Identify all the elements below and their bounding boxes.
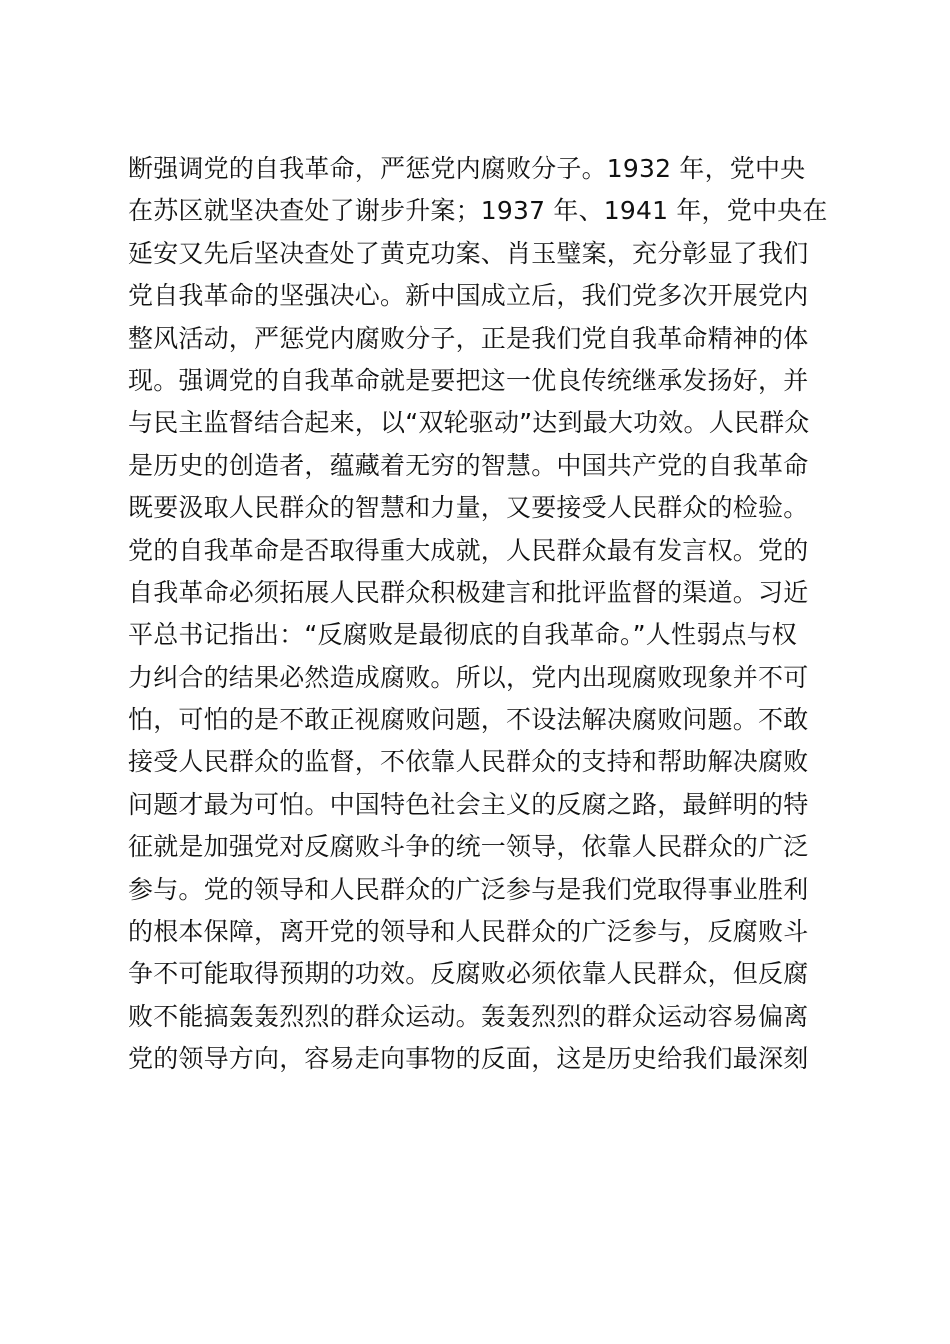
text-line: 党自我革命的坚强决心。新中国成立后，我们党多次开展党内	[128, 281, 809, 311]
body-paragraph	[128, 148, 848, 1081]
text-line: 既要汲取人民群众的智慧和力量，又要接受人民群众的检验。	[128, 493, 809, 523]
text-line: 平总书记指出：“反腐败是最彻底的自我革命。”人性弱点与权	[128, 620, 798, 650]
text-line: 的根本保障，离开党的领导和人民群众的广泛参与，反腐败斗	[128, 917, 809, 947]
text-line: 党的领导方向，容易走向事物的反面，这是历史给我们最深刻	[128, 1044, 809, 1074]
text-line: 自我革命必须拓展人民群众积极建言和批评监督的渠道。习近	[128, 577, 809, 607]
text-line: 问题才最为可怕。中国特色社会主义的反腐之路，最鲜明的特	[128, 789, 809, 819]
text-line: 与民主监督结合起来，以“双轮驱动”达到最大功效。人民群众	[128, 408, 810, 438]
text-line: 党的自我革命是否取得重大成就，人民群众最有发言权。党的	[128, 535, 809, 565]
text-line: 参与。党的领导和人民群众的广泛参与是我们党取得事业胜利	[128, 874, 809, 904]
text-line: 延安又先后坚决查处了黄克功案、肖玉璧案，充分彰显了我们	[128, 238, 809, 268]
text-line: 败不能搞轰轰烈烈的群众运动。轰轰烈烈的群众运动容易偏离	[128, 1001, 809, 1031]
text-line: 现。强调党的自我革命就是要把这一优良传统继承发扬好，并	[128, 365, 809, 395]
text-line: 是历史的创造者，蕴藏着无穷的智慧。中国共产党的自我革命	[128, 450, 809, 480]
text-line: 力纠合的结果必然造成腐败。所以，党内出现腐败现象并不可	[128, 662, 809, 692]
text-line: 接受人民群众的监督，不依靠人民群众的支持和帮助解决腐败	[128, 747, 809, 777]
text-line: 征就是加强党对反腐败斗争的统一领导，依靠人民群众的广泛	[128, 832, 809, 862]
text-line: 断强调党的自我革命，严惩党内腐败分子。1932 年，党中央	[128, 154, 806, 183]
text-line: 整风活动，严惩党内腐败分子，正是我们党自我革命精神的体	[128, 323, 809, 353]
text-line: 怕，可怕的是不敢正视腐败问题，不设法解决腐败问题。不敢	[128, 705, 809, 735]
text-line: 争不可能取得预期的功效。反腐败必须依靠人民群众，但反腐	[128, 959, 809, 989]
text-line: 在苏区就坚决查处了谢步升案；1937 年、1941 年，党中央在	[128, 196, 828, 226]
